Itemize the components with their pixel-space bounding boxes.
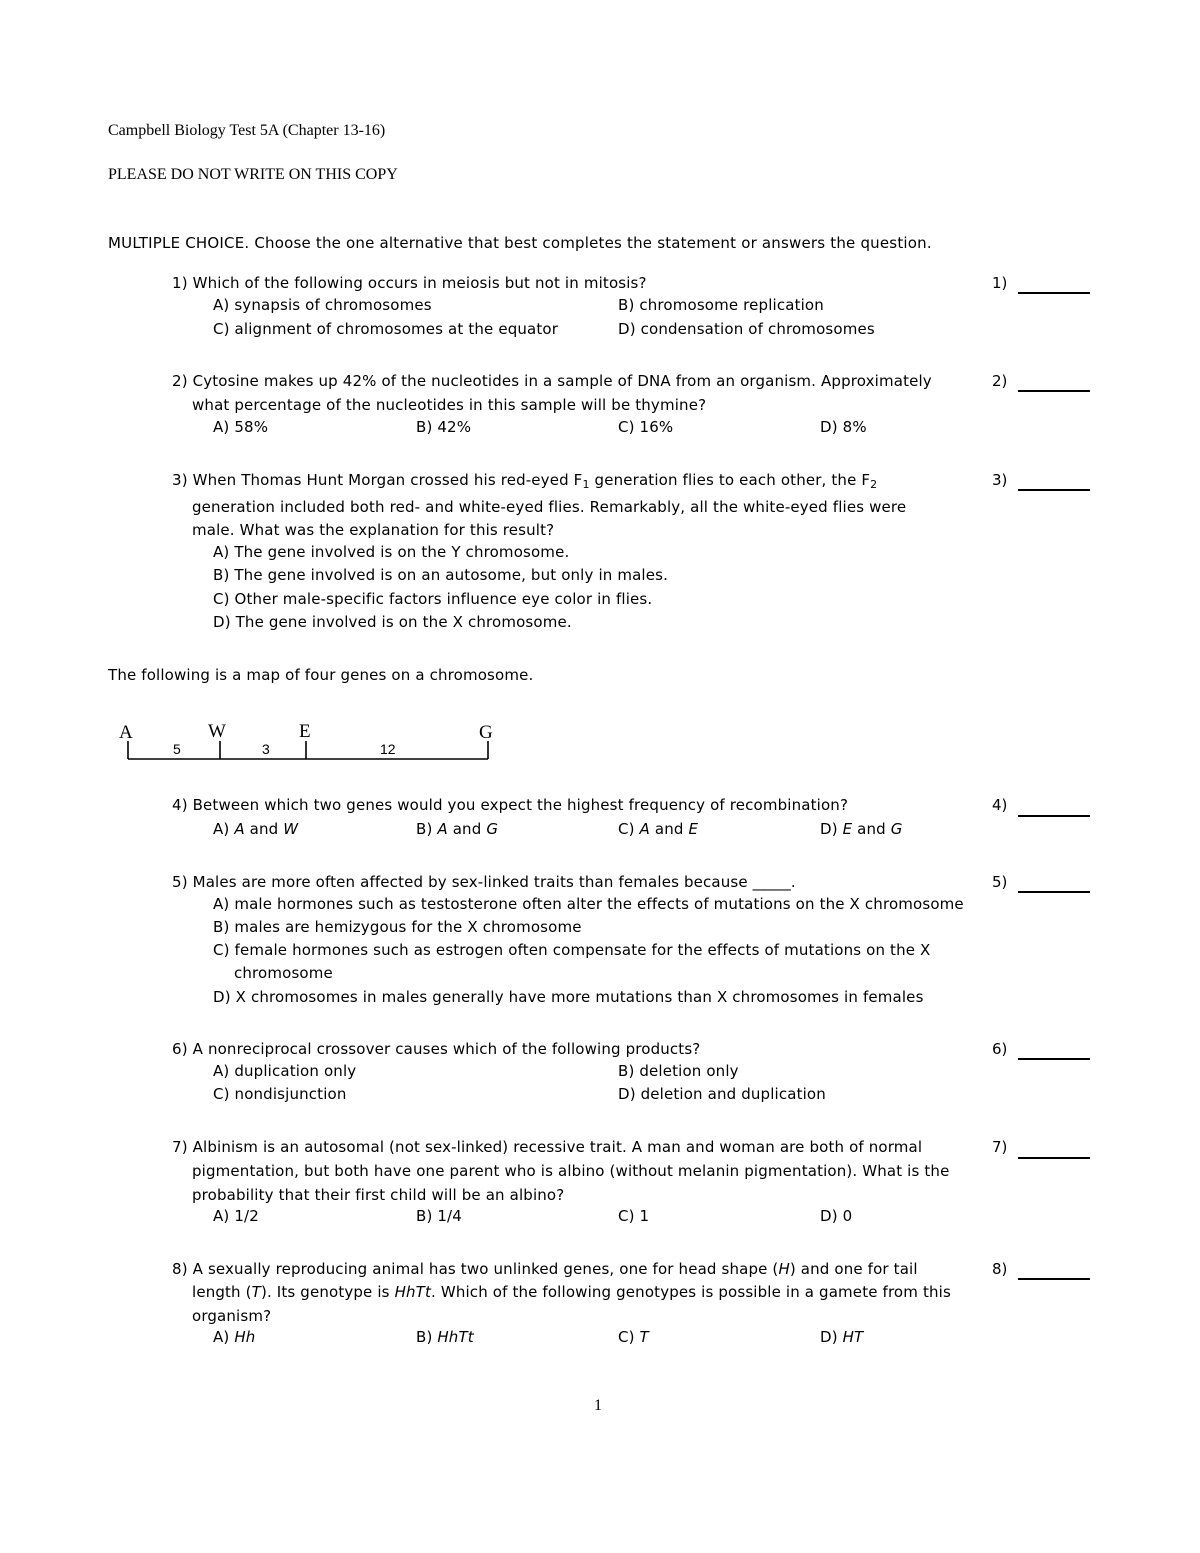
question-2-text-line-2: what percentage of the nucleotides in this sample will be thymine?: [192, 396, 707, 414]
subscript-1: 1: [582, 478, 590, 491]
question-3-text-part-1: 3) When Thomas Hunt Morgan crossed his red-eyed F: [172, 471, 583, 489]
question-3-answer-blank[interactable]: [1018, 489, 1090, 491]
question-1-option-d: D) condensation of chromosomes: [618, 320, 875, 338]
question-4-option-b: B) A and G: [416, 820, 499, 838]
distance-e-g: 12: [380, 741, 396, 757]
question-2-option-a: A) 58%: [213, 418, 269, 436]
question-2-option-d: D) 8%: [820, 418, 867, 436]
question-5-option-a: A) male hormones such as testosterone often alter the effects of mutations on the X chromosome: [213, 895, 964, 913]
question-5-option-b: B) males are hemizygous for the X chromosome: [213, 918, 582, 936]
question-6-option-b: B) deletion only: [618, 1062, 739, 1080]
question-1-option-b: B) chromosome replication: [618, 296, 824, 314]
question-2-option-c: C) 16%: [618, 418, 674, 436]
question-1-answer-blank[interactable]: [1018, 292, 1090, 294]
question-7-answer-number: 7): [992, 1138, 1008, 1156]
question-6-answer-blank[interactable]: [1018, 1058, 1090, 1060]
copy-notice: PLEASE DO NOT WRITE ON THIS COPY: [108, 166, 398, 183]
gene-label-e: E: [299, 721, 311, 742]
question-8-text-line-3: organism?: [192, 1307, 272, 1325]
gene-label-a: A: [119, 722, 133, 743]
question-2-answer-blank[interactable]: [1018, 390, 1090, 392]
question-5-option-c-continued: chromosome: [234, 964, 333, 982]
question-2-text-line-1: 2) Cytosine makes up 42% of the nucleotides in a sample of DNA from an organism. Approximately: [172, 372, 932, 390]
question-4-option-d: D) E and G: [820, 820, 903, 838]
question-8-option-b: B) HhTt: [416, 1328, 474, 1346]
question-3-option-c: C) Other male-specific factors influence eye color in flies.: [213, 590, 653, 608]
question-1-option-a: A) synapsis of chromosomes: [213, 296, 432, 314]
question-3-text-line-1: [172, 469, 877, 496]
question-6-option-c: C) nondisjunction: [213, 1085, 347, 1103]
question-8-option-a: A) Hh: [213, 1328, 256, 1346]
question-8-answer-blank[interactable]: [1018, 1278, 1090, 1280]
question-8-option-d: D) HT: [820, 1328, 864, 1346]
question-3-text-line-2: generation included both red- and white-eyed flies. Remarkably, all the white-eyed flies were: [192, 498, 907, 516]
question-4-text: 4) Between which two genes would you expect the highest frequency of recombination?: [172, 796, 849, 814]
question-5-text: 5) Males are more often affected by sex-linked traits than females because _____.: [172, 873, 796, 891]
question-7-option-a: A) 1/2: [213, 1207, 259, 1225]
question-7-option-b: B) 1/4: [416, 1207, 462, 1225]
question-3-option-a: A) The gene involved is on the Y chromosome.: [213, 543, 570, 561]
question-8-text-line-1: 8) A sexually reproducing animal has two unlinked genes, one for head shape (H) and one for tail: [172, 1260, 918, 1278]
question-4-answer-number: 4): [992, 796, 1008, 814]
document-title: Campbell Biology Test 5A (Chapter 13-16): [108, 122, 386, 139]
question-3-text-line-3: male. What was the explanation for this result?: [192, 521, 555, 539]
question-7-option-c: C) 1: [618, 1207, 650, 1225]
question-1-text: 1) Which of the following occurs in meiosis but not in mitosis?: [172, 274, 647, 292]
distance-a-w: 5: [173, 741, 181, 757]
question-6-option-a: A) duplication only: [213, 1062, 357, 1080]
question-6-text: 6) A nonreciprocal crossover causes which of the following products?: [172, 1040, 701, 1058]
question-5-option-c: C) female hormones such as estrogen often compensate for the effects of mutations on the X: [213, 941, 931, 959]
question-5-answer-blank[interactable]: [1018, 891, 1090, 893]
question-7-option-d: D) 0: [820, 1207, 853, 1225]
question-2-answer-number: 2): [992, 372, 1008, 390]
question-1-option-c: C) alignment of chromosomes at the equator: [213, 320, 559, 338]
question-3-option-b: B) The gene involved is on an autosome, but only in males.: [213, 566, 669, 584]
gene-map-diagram: [110, 715, 510, 767]
question-8-option-c: C) T: [618, 1328, 649, 1346]
question-3-option-d: D) The gene involved is on the X chromosome.: [213, 613, 572, 631]
question-6-option-d: D) deletion and duplication: [618, 1085, 826, 1103]
question-3-answer-number: 3): [992, 471, 1008, 489]
gene-label-g: G: [479, 722, 493, 743]
question-4-option-c: C) A and E: [618, 820, 699, 838]
gene-label-w: W: [208, 721, 226, 742]
question-7-answer-blank[interactable]: [1018, 1157, 1090, 1159]
question-8-answer-number: 8): [992, 1260, 1008, 1278]
question-1-answer-number: 1): [992, 274, 1008, 292]
gene-map-intro: The following is a map of four genes on a chromosome.: [108, 666, 534, 684]
question-7-text-line-3: probability that their first child will be an albino?: [192, 1186, 565, 1204]
question-5-answer-number: 5): [992, 873, 1008, 891]
question-5-option-d: D) X chromosomes in males generally have more mutations than X chromosomes in females: [213, 988, 924, 1006]
question-7-text-line-1: 7) Albinism is an autosomal (not sex-linked) recessive trait. A man and woman are both of normal: [172, 1138, 923, 1156]
question-2-option-b: B) 42%: [416, 418, 472, 436]
question-7-text-line-2: pigmentation, but both have one parent who is albino (without melanin pigmentation). What is the: [192, 1162, 950, 1180]
question-4-option-a: A) A and W: [213, 820, 299, 838]
question-6-answer-number: 6): [992, 1040, 1008, 1058]
question-3-text-part-2: generation flies to each other, the F: [589, 471, 871, 489]
subscript-2: 2: [870, 478, 878, 491]
page-number: 1: [594, 1397, 602, 1414]
section-instructions: MULTIPLE CHOICE. Choose the one alternative that best completes the statement or answers the question.: [108, 234, 932, 252]
question-4-answer-blank[interactable]: [1018, 815, 1090, 817]
question-8-text-line-2: length (T). Its genotype is HhTt. Which of the following genotypes is possible in a gamete from this: [192, 1283, 951, 1301]
distance-w-e: 3: [262, 741, 270, 757]
